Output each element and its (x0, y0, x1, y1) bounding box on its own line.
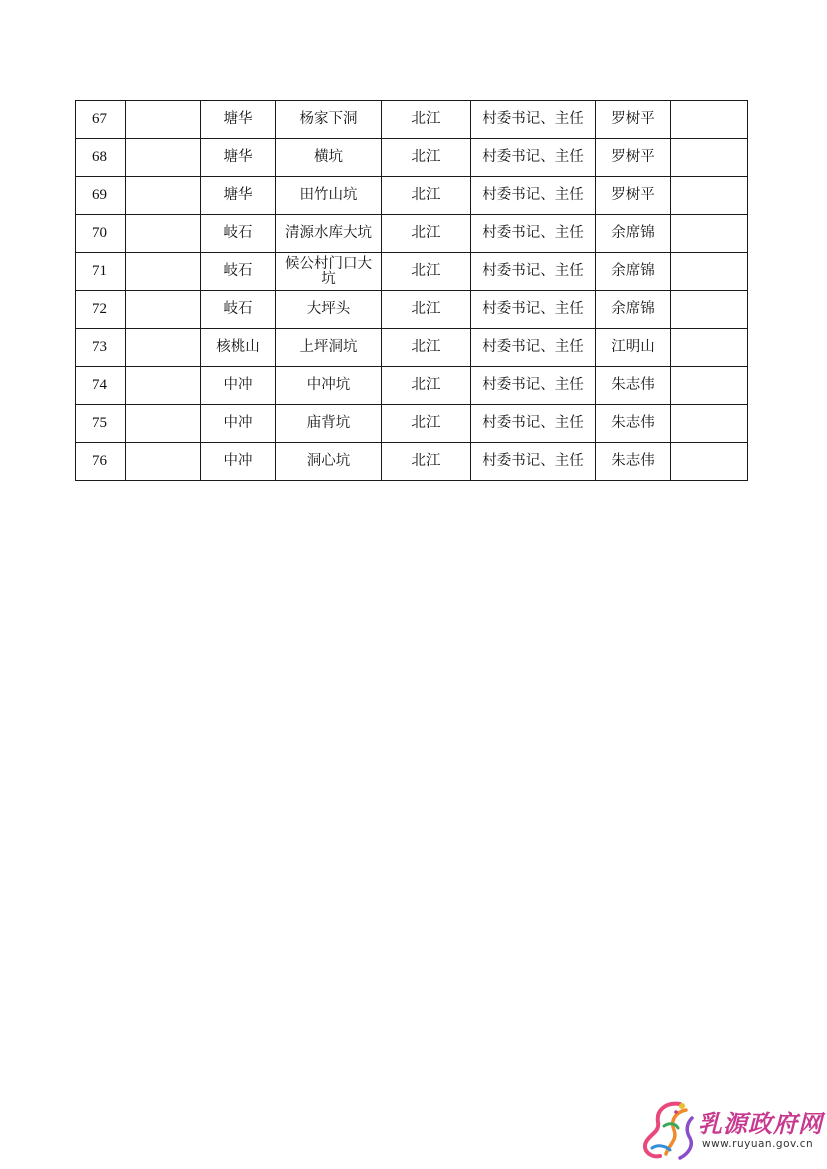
cell-extra (671, 405, 748, 443)
cell-town: 核桃山 (201, 329, 276, 367)
cell-location: 田竹山坑 (276, 177, 382, 215)
dragon-logo-icon (636, 1098, 700, 1162)
cell-title: 村委书记、主任 (471, 139, 596, 177)
cell-town: 中冲 (201, 405, 276, 443)
watermark-title: 乳源政府网 (698, 1109, 823, 1138)
cell-title: 村委书记、主任 (471, 215, 596, 253)
cell-extra (671, 177, 748, 215)
cell-number: 72 (76, 291, 126, 329)
cell-extra (671, 139, 748, 177)
cell-person: 朱志伟 (596, 443, 671, 481)
cell-river: 北江 (382, 443, 471, 481)
cell-person: 余席锦 (596, 253, 671, 291)
table-row (76, 139, 748, 177)
table-row (76, 443, 748, 481)
cell-town: 岐石 (201, 215, 276, 253)
table-row (76, 291, 748, 329)
table-row (76, 177, 748, 215)
cell-river: 北江 (382, 367, 471, 405)
cell-number: 69 (76, 177, 126, 215)
cell-title: 村委书记、主任 (471, 177, 596, 215)
cell-extra (671, 291, 748, 329)
table-row (76, 329, 748, 367)
cell-title: 村委书记、主任 (471, 291, 596, 329)
cell-blank (126, 291, 201, 329)
cell-person: 罗树平 (596, 177, 671, 215)
data-table (75, 100, 748, 481)
table-body (76, 101, 748, 481)
cell-river: 北江 (382, 139, 471, 177)
cell-river: 北江 (382, 291, 471, 329)
cell-town: 岐石 (201, 291, 276, 329)
cell-blank (126, 367, 201, 405)
cell-person: 朱志伟 (596, 405, 671, 443)
cell-blank (126, 405, 201, 443)
cell-river: 北江 (382, 329, 471, 367)
cell-title: 村委书记、主任 (471, 253, 596, 291)
cell-extra (671, 215, 748, 253)
table-row (76, 367, 748, 405)
table-row (76, 405, 748, 443)
cell-blank (126, 253, 201, 291)
cell-river: 北江 (382, 405, 471, 443)
cell-blank (126, 177, 201, 215)
cell-location: 洞心坑 (276, 443, 382, 481)
cell-person: 罗树平 (596, 101, 671, 139)
cell-blank (126, 215, 201, 253)
cell-number: 75 (76, 405, 126, 443)
cell-number: 68 (76, 139, 126, 177)
cell-title: 村委书记、主任 (471, 367, 596, 405)
cell-location: 庙背坑 (276, 405, 382, 443)
cell-extra (671, 443, 748, 481)
cell-number: 67 (76, 101, 126, 139)
cell-blank (126, 101, 201, 139)
cell-title: 村委书记、主任 (471, 405, 596, 443)
cell-location: 杨家下洞 (276, 101, 382, 139)
cell-river: 北江 (382, 253, 471, 291)
cell-number: 73 (76, 329, 126, 367)
cell-extra (671, 253, 748, 291)
cell-town: 岐石 (201, 253, 276, 291)
cell-river: 北江 (382, 177, 471, 215)
cell-blank (126, 139, 201, 177)
cell-river: 北江 (382, 101, 471, 139)
cell-number: 76 (76, 443, 126, 481)
cell-extra (671, 367, 748, 405)
cell-person: 朱志伟 (596, 367, 671, 405)
cell-location: 中冲坑 (276, 367, 382, 405)
cell-location: 清源水库大坑 (276, 215, 382, 253)
cell-blank (126, 329, 201, 367)
cell-person: 江明山 (596, 329, 671, 367)
cell-number: 71 (76, 253, 126, 291)
cell-number: 74 (76, 367, 126, 405)
cell-town: 塘华 (201, 139, 276, 177)
cell-person: 余席锦 (596, 291, 671, 329)
cell-location: 大坪头 (276, 291, 382, 329)
cell-blank (126, 443, 201, 481)
site-watermark (636, 1098, 826, 1162)
table-row (76, 253, 748, 291)
cell-location: 横坑 (276, 139, 382, 177)
cell-town: 塘华 (201, 101, 276, 139)
cell-extra (671, 101, 748, 139)
cell-extra (671, 329, 748, 367)
cell-title: 村委书记、主任 (471, 329, 596, 367)
cell-location: 上坪洞坑 (276, 329, 382, 367)
cell-title: 村委书记、主任 (471, 443, 596, 481)
cell-town: 中冲 (201, 367, 276, 405)
cell-location: 候公村门口大坑 (276, 253, 382, 291)
cell-town: 中冲 (201, 443, 276, 481)
table-row (76, 101, 748, 139)
cell-number: 70 (76, 215, 126, 253)
cell-person: 罗树平 (596, 139, 671, 177)
cell-title: 村委书记、主任 (471, 101, 596, 139)
cell-town: 塘华 (201, 177, 276, 215)
watermark-url: www.ruyuan.gov.cn (702, 1138, 814, 1150)
cell-river: 北江 (382, 215, 471, 253)
cell-person: 余席锦 (596, 215, 671, 253)
table-row (76, 215, 748, 253)
